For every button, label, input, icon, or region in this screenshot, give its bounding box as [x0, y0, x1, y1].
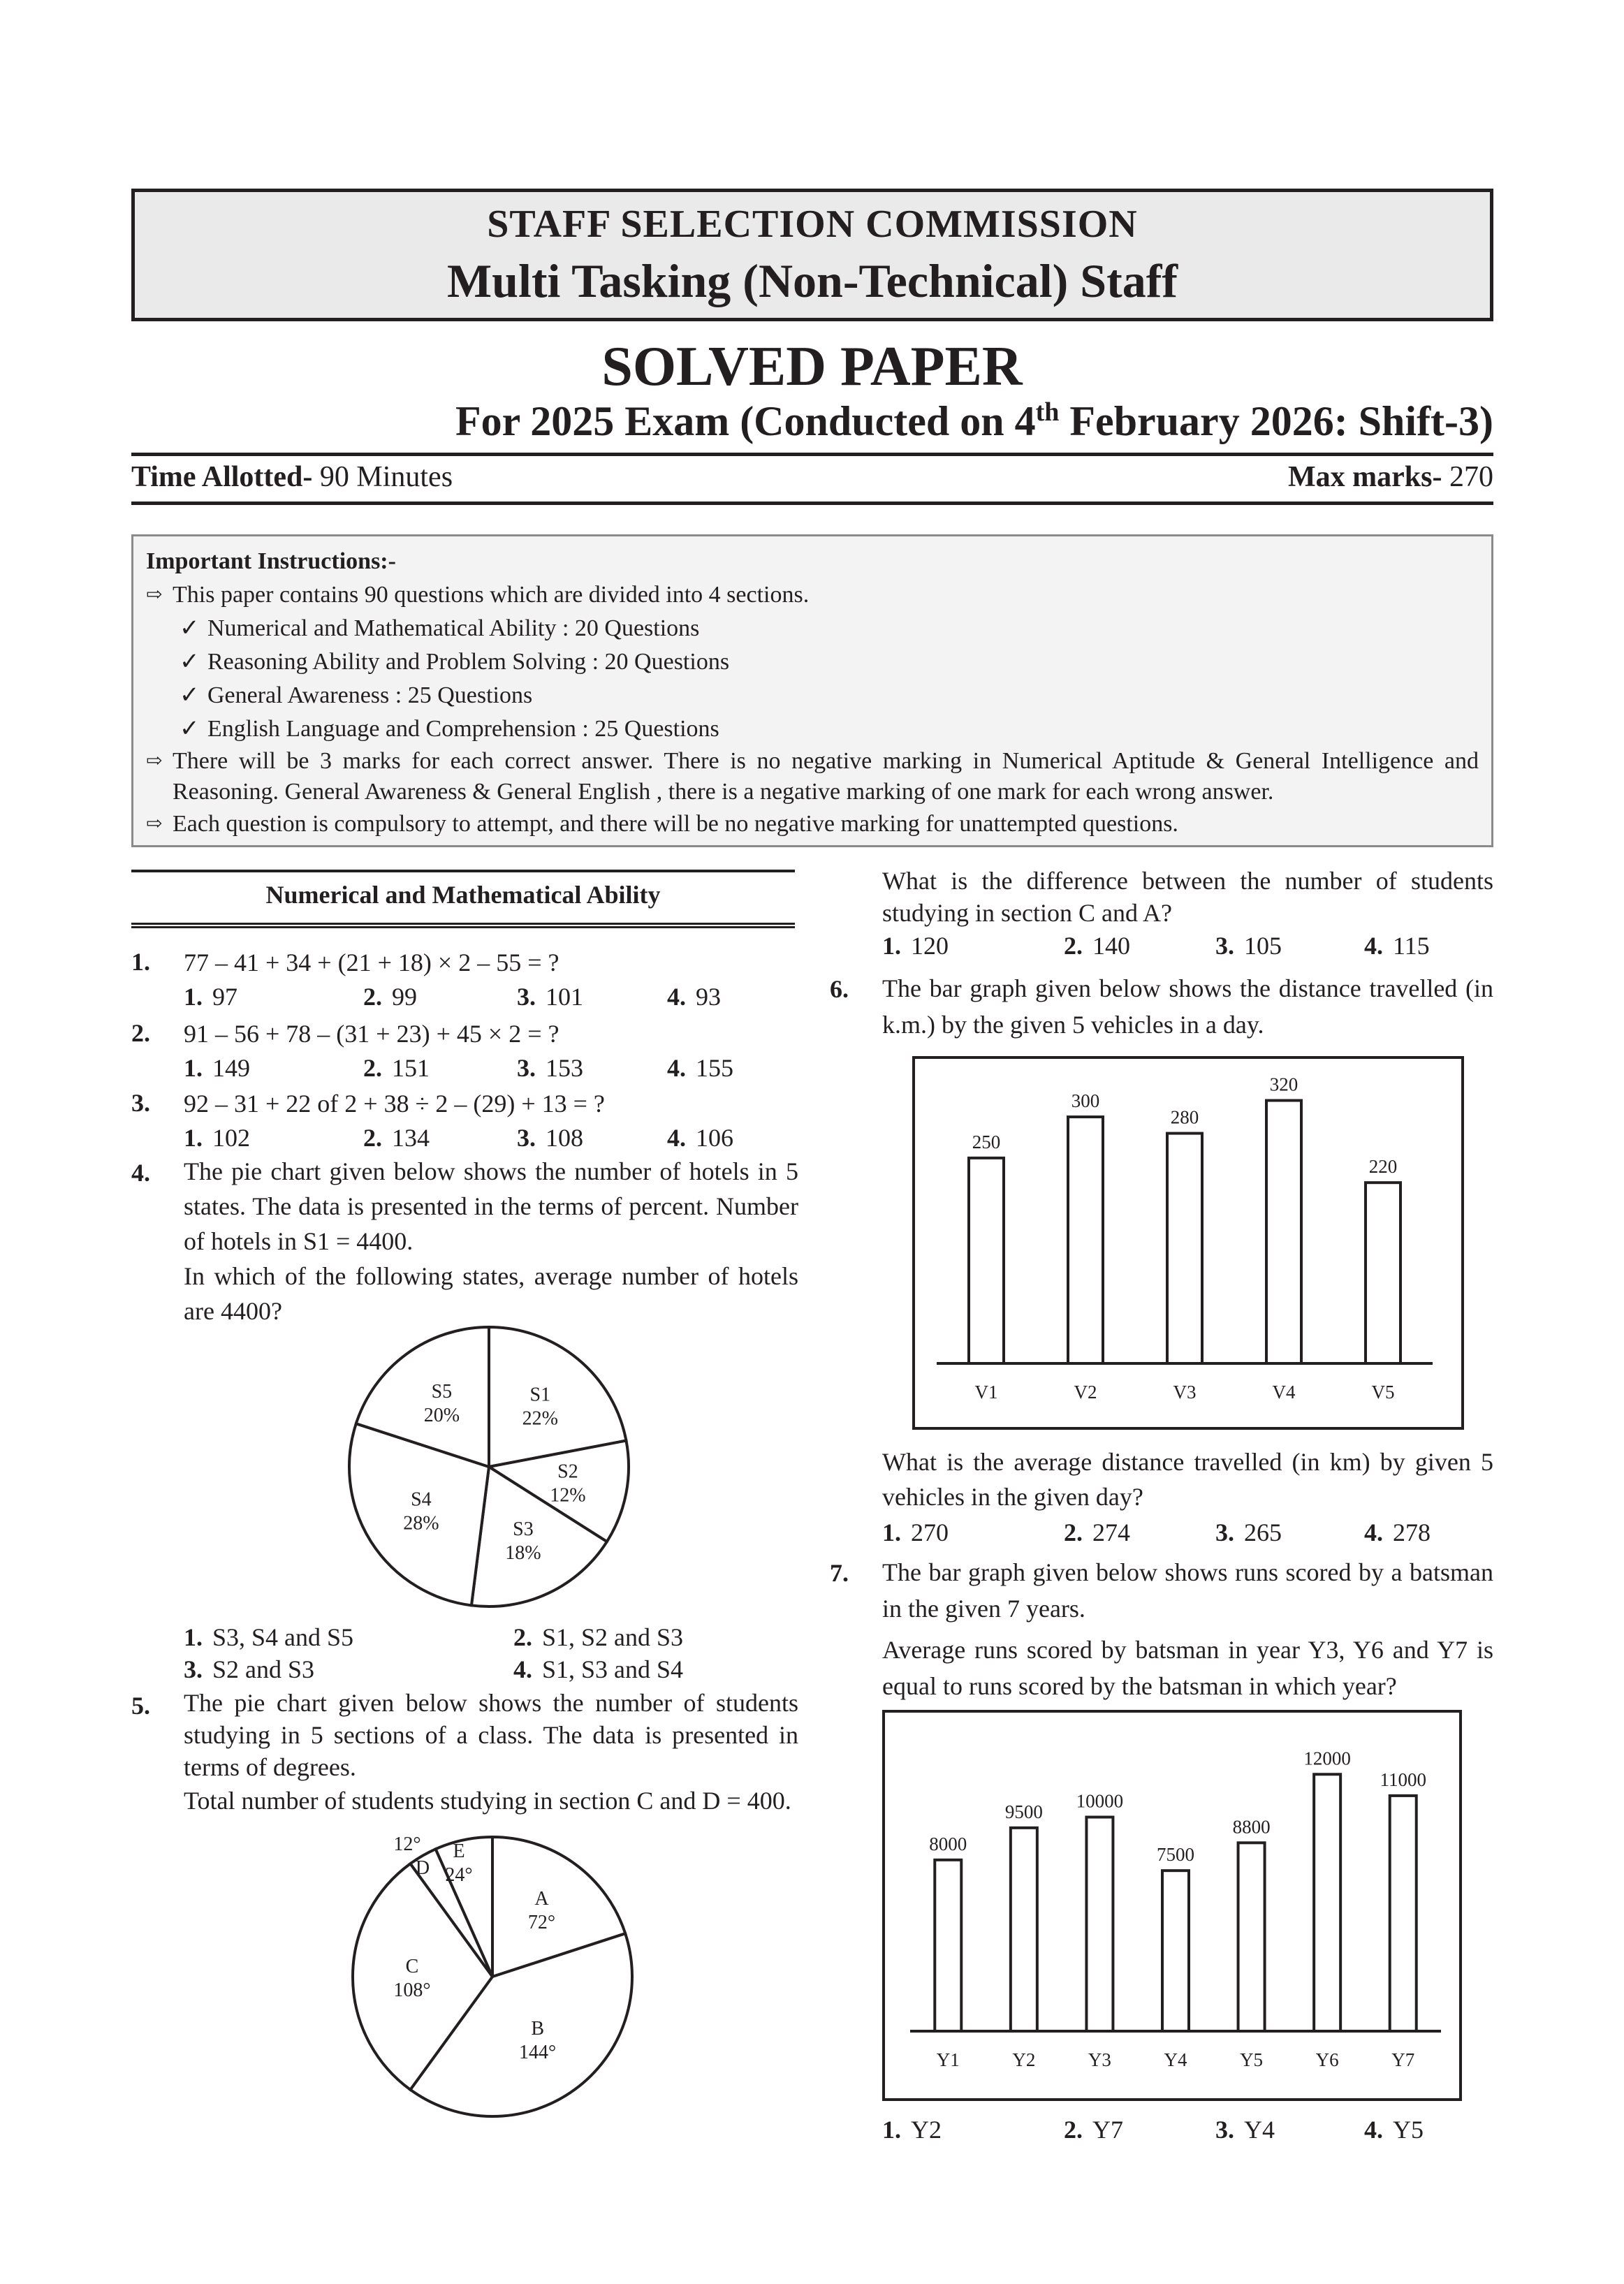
option-text: 155	[696, 1054, 733, 1082]
subtitle-post: February 2026: Shift-3)	[1059, 398, 1493, 444]
bar-y3	[1086, 1817, 1113, 2031]
option-number: 4.	[667, 1124, 686, 1152]
option-number: 4.	[1364, 2116, 1383, 2144]
section-heading: Numerical and Mathematical Ability	[131, 870, 795, 928]
section-list-item	[146, 679, 1479, 712]
bar-y5	[1238, 1843, 1265, 2031]
pie-value-label: 24°	[445, 1864, 473, 1886]
pie-value-label: 20%	[423, 1404, 460, 1426]
option-text: 108	[546, 1124, 583, 1152]
pie-value-label: 28%	[403, 1512, 439, 1535]
question-text: 77 – 41 + 34 + (21 + 18) × 2 – 55 = ?	[184, 949, 559, 976]
section-list-item	[146, 712, 1479, 746]
section-text: Reasoning Ability and Problem Solving : 20 Questions	[207, 649, 730, 675]
option-number: 4.	[513, 1655, 532, 1683]
question-text: The pie chart given below shows the number of students studying in 5 sections of a class. The data is presented in terms of degrees.	[184, 1689, 798, 1781]
question-number: 6.	[830, 975, 849, 1003]
bar-value-label: 220	[1368, 1156, 1398, 1178]
x-tick-label: Y2	[1012, 2049, 1036, 2070]
bar-value-label: 320	[1269, 1074, 1299, 1095]
option-text: 101	[546, 983, 583, 1011]
option	[184, 1653, 314, 1686]
pie-category-label: E	[453, 1840, 465, 1862]
option-number: 2.	[1064, 2116, 1083, 2144]
x-tick-label: Y1	[936, 2049, 960, 2070]
marks-label: Max marks-	[1288, 461, 1442, 493]
section-list-item	[146, 612, 1479, 645]
org-name: STAFF SELECTION COMMISSION	[487, 203, 1138, 246]
option-text: S1, S3 and S4	[542, 1655, 684, 1683]
vehicles-bar-chart	[912, 1056, 1464, 1430]
option	[184, 1051, 250, 1085]
question-number: 4.	[131, 1159, 150, 1187]
arrow-icon: ⇨	[146, 750, 163, 772]
option	[517, 980, 583, 1013]
bar-value-label: 10000	[1076, 1790, 1124, 1812]
instruction-text: There will be 3 marks for each correct answer. There is no negative marking in Numerical Aptitude & General Intelligence and Reasoning. General Awareness & General English , there is a negative marking of one mark for each wrong answer.	[173, 748, 1479, 805]
section-text: Numerical and Mathematical Ability : 20 Questions	[207, 615, 700, 641]
check-icon: ✓	[180, 615, 200, 641]
option-text: 140	[1092, 932, 1130, 960]
option-number: 2.	[1064, 932, 1083, 960]
option	[1215, 929, 1282, 962]
option-number: 4.	[1364, 932, 1383, 960]
option-text: 102	[212, 1124, 250, 1152]
max-marks	[1288, 457, 1493, 497]
pie-category-label: A	[534, 1887, 549, 1910]
x-tick-label: Y3	[1088, 2049, 1111, 2070]
hotels-pie-chart	[342, 1317, 650, 1617]
instructions-title: Important Instructions:-	[146, 548, 396, 574]
pie-category-label: S5	[431, 1380, 453, 1403]
paper-title: SOLVED PAPER	[601, 336, 1023, 397]
option-text: S2 and S3	[212, 1655, 315, 1683]
subtitle-pre: For 2025 Exam (Conducted on 4	[455, 398, 1036, 444]
paper-subtitle	[455, 397, 1493, 446]
option	[1215, 2113, 1275, 2146]
section-list-item	[146, 645, 1479, 679]
pie-slices	[353, 1837, 632, 2116]
option	[184, 1121, 250, 1155]
option-number: 2.	[363, 983, 382, 1011]
option	[1064, 1516, 1130, 1549]
pie-slices	[349, 1327, 629, 1606]
option-number: 1.	[184, 1124, 203, 1152]
option-number: 3.	[517, 1054, 536, 1082]
option-number: 1.	[184, 1054, 203, 1082]
option-text: S1, S2 and S3	[542, 1623, 684, 1651]
pie-category-label: S4	[411, 1488, 432, 1511]
x-tick-label: V2	[1074, 1382, 1097, 1403]
time-label: Time Allotted-	[131, 461, 313, 493]
option-number: 3.	[517, 1124, 536, 1152]
option-text: 153	[546, 1054, 583, 1082]
option	[184, 1620, 353, 1654]
option-number: 1.	[882, 2116, 901, 2144]
option-text: Y4	[1244, 2116, 1275, 2144]
bar-y6	[1314, 1774, 1340, 2031]
option-number: 4.	[667, 983, 686, 1011]
question-text: The pie chart given below shows the number of hotels in 5 states. The data is presented in the terms of percent. Number of hotels in S1 = 4400.	[184, 1157, 798, 1255]
option	[363, 1121, 430, 1155]
question-number: 2.	[131, 1019, 150, 1047]
x-tick-label: Y4	[1164, 2049, 1187, 2070]
option-text: 274	[1092, 1518, 1130, 1546]
option-text: 105	[1244, 932, 1282, 960]
pie-category-label: C	[405, 1956, 419, 1977]
time-allotted	[131, 461, 453, 493]
bar-value-label: 8800	[1232, 1816, 1271, 1838]
option-text: 106	[696, 1124, 733, 1152]
option	[882, 2113, 942, 2146]
question-text-2: Total number of students studying in section C and D = 400.	[184, 1787, 791, 1815]
option	[1064, 929, 1130, 962]
option	[363, 980, 417, 1013]
option	[667, 1121, 733, 1155]
bar-v2	[1068, 1117, 1103, 1363]
check-icon: ✓	[180, 716, 200, 742]
option-number: 1.	[184, 983, 203, 1011]
option-number: 3.	[1215, 1518, 1234, 1546]
bar-value-label: 11000	[1380, 1769, 1426, 1790]
bar-v5	[1366, 1183, 1400, 1363]
option-number: 3.	[517, 983, 536, 1011]
question-text: 91 – 56 + 78 – (31 + 23) + 45 × 2 = ?	[184, 1020, 559, 1048]
option-text: 270	[911, 1518, 949, 1546]
option-number: 3.	[1215, 932, 1234, 960]
option-text: 134	[392, 1124, 430, 1152]
instructions-box	[131, 534, 1493, 847]
option	[1064, 2113, 1123, 2146]
option-text: 120	[911, 932, 949, 960]
bar-y2	[1011, 1828, 1037, 2031]
question-text-2: In which of the following states, average number of hotels are 4400?	[184, 1262, 798, 1325]
option-number: 2.	[363, 1054, 382, 1082]
option	[1364, 2113, 1424, 2146]
x-tick-label: V3	[1173, 1382, 1197, 1403]
x-tick-label: V5	[1371, 1382, 1395, 1403]
question-text-2: What is the average distance travelled (in km) by given 5 vehicles in the given day?	[882, 1448, 1493, 1511]
bar-value-label: 300	[1071, 1090, 1100, 1112]
option-text: Y5	[1393, 2116, 1424, 2144]
option	[882, 929, 949, 962]
bar-v4	[1266, 1101, 1301, 1363]
bar-value-label: 9500	[1004, 1801, 1043, 1822]
bar-y4	[1162, 1871, 1189, 2031]
option-number: 3.	[1215, 2116, 1234, 2144]
time-row	[131, 457, 1493, 497]
pie-category-label: D	[415, 1857, 430, 1879]
option-number: 4.	[1364, 1518, 1383, 1546]
pie-category-label: S3	[513, 1518, 534, 1541]
bar-value-label: 12000	[1303, 1748, 1351, 1769]
exam-name: Multi Tasking (Non-Technical) Staff	[447, 254, 1178, 307]
question-text-2: Average runs scored by batsman in year Y3, Y6 and Y7 is equal to runs scored by the batsman in which year?	[882, 1636, 1493, 1700]
option-number: 1.	[882, 1518, 901, 1546]
question-number: 7.	[830, 1559, 849, 1587]
option	[667, 1051, 733, 1085]
option-text: 151	[392, 1054, 430, 1082]
divider-bottom	[131, 502, 1493, 505]
option-number: 1.	[184, 1623, 203, 1651]
pie-category-label: S2	[557, 1461, 578, 1483]
x-tick-label: Y7	[1391, 2049, 1415, 2070]
option	[513, 1620, 683, 1654]
bar-value-label: 7500	[1157, 1844, 1194, 1866]
bar-value-label: 250	[972, 1131, 1001, 1152]
header-box	[131, 189, 1493, 321]
pie-value-label: 22%	[522, 1407, 558, 1430]
option-text: 149	[212, 1054, 250, 1082]
bar-value-label: 8000	[929, 1833, 967, 1854]
option	[1364, 1516, 1431, 1549]
arrow-icon: ⇨	[146, 584, 163, 606]
pie-category-label: S1	[529, 1384, 551, 1406]
option-number: 2.	[513, 1623, 532, 1651]
bar-value-label: 280	[1170, 1106, 1199, 1128]
option-text: S3, S4 and S5	[212, 1623, 354, 1651]
pie-value-label: 108°	[393, 1979, 431, 2001]
pie-category-label: B	[531, 2017, 545, 2040]
check-icon: ✓	[180, 682, 200, 708]
question-number: 1.	[131, 948, 150, 976]
question-text: The bar graph given below shows runs scored by a batsman in the given 7 years.	[882, 1558, 1493, 1623]
option-number: 3.	[184, 1655, 203, 1683]
subtitle-sup: th	[1035, 397, 1060, 427]
option	[667, 980, 721, 1013]
x-tick-label: V1	[974, 1382, 998, 1403]
marks-value: 270	[1442, 461, 1493, 493]
option-text: 278	[1393, 1518, 1431, 1546]
question-number: 5.	[131, 1692, 150, 1720]
option-text: 93	[696, 983, 721, 1011]
instruction-text: This paper contains 90 questions which are divided into 4 sections.	[173, 582, 810, 608]
pie-value-label: 72°	[527, 1911, 556, 1933]
pie-value-label: 144°	[519, 2041, 557, 2063]
bar-y7	[1390, 1796, 1417, 2031]
arrow-icon: ⇨	[146, 813, 163, 835]
option	[363, 1051, 430, 1085]
question-text-3: What is the difference between the number of students studying in section C and A?	[882, 867, 1493, 927]
option	[517, 1121, 583, 1155]
bar-y1	[935, 1860, 961, 2031]
instruction-item	[146, 746, 1479, 807]
question-text: The bar graph given below shows the distance travelled (in k.m.) by the given 5 vehicles in a day.	[882, 974, 1493, 1039]
section-text: English Language and Comprehension : 25 Questions	[207, 716, 719, 742]
option	[1215, 1516, 1282, 1549]
x-tick-label: Y5	[1240, 2049, 1264, 2070]
bar-v1	[969, 1158, 1004, 1363]
pie-value-label: 12%	[550, 1484, 586, 1507]
check-icon: ✓	[180, 649, 200, 675]
option-number: 2.	[1064, 1518, 1083, 1546]
runs-bar-chart	[882, 1710, 1462, 2101]
option-text: Y7	[1092, 2116, 1123, 2144]
instruction-text: Each question is compulsory to attempt, and there will be no negative marking for unattempted questions.	[173, 811, 1178, 837]
option	[882, 1516, 949, 1549]
x-tick-label: Y6	[1315, 2049, 1339, 2070]
pie-value-label: 12°	[393, 1833, 421, 1855]
instruction-item	[146, 578, 1479, 612]
divider-top	[131, 453, 1493, 456]
option-text: 97	[212, 983, 237, 1011]
question-number: 3.	[131, 1089, 150, 1117]
option	[513, 1653, 683, 1686]
pie-value-label: 18%	[505, 1542, 541, 1565]
students-pie-chart	[342, 1827, 650, 2120]
bar-v3	[1167, 1134, 1202, 1363]
option	[1364, 929, 1430, 962]
option-text: 265	[1244, 1518, 1282, 1546]
x-tick-label: V4	[1272, 1382, 1296, 1403]
option-number: 1.	[882, 932, 901, 960]
question-text: 92 – 31 + 22 of 2 + 38 ÷ 2 – (29) + 13 = ?	[184, 1090, 605, 1118]
instruction-item	[146, 807, 1479, 841]
option-text: 99	[392, 983, 417, 1011]
option-text: Y2	[911, 2116, 942, 2144]
option	[517, 1051, 583, 1085]
time-value: 90 Minutes	[312, 461, 453, 493]
section-text: General Awareness : 25 Questions	[207, 682, 533, 708]
option	[184, 980, 237, 1013]
option-number: 4.	[667, 1054, 686, 1082]
option-text: 115	[1393, 932, 1430, 960]
option-number: 2.	[363, 1124, 382, 1152]
